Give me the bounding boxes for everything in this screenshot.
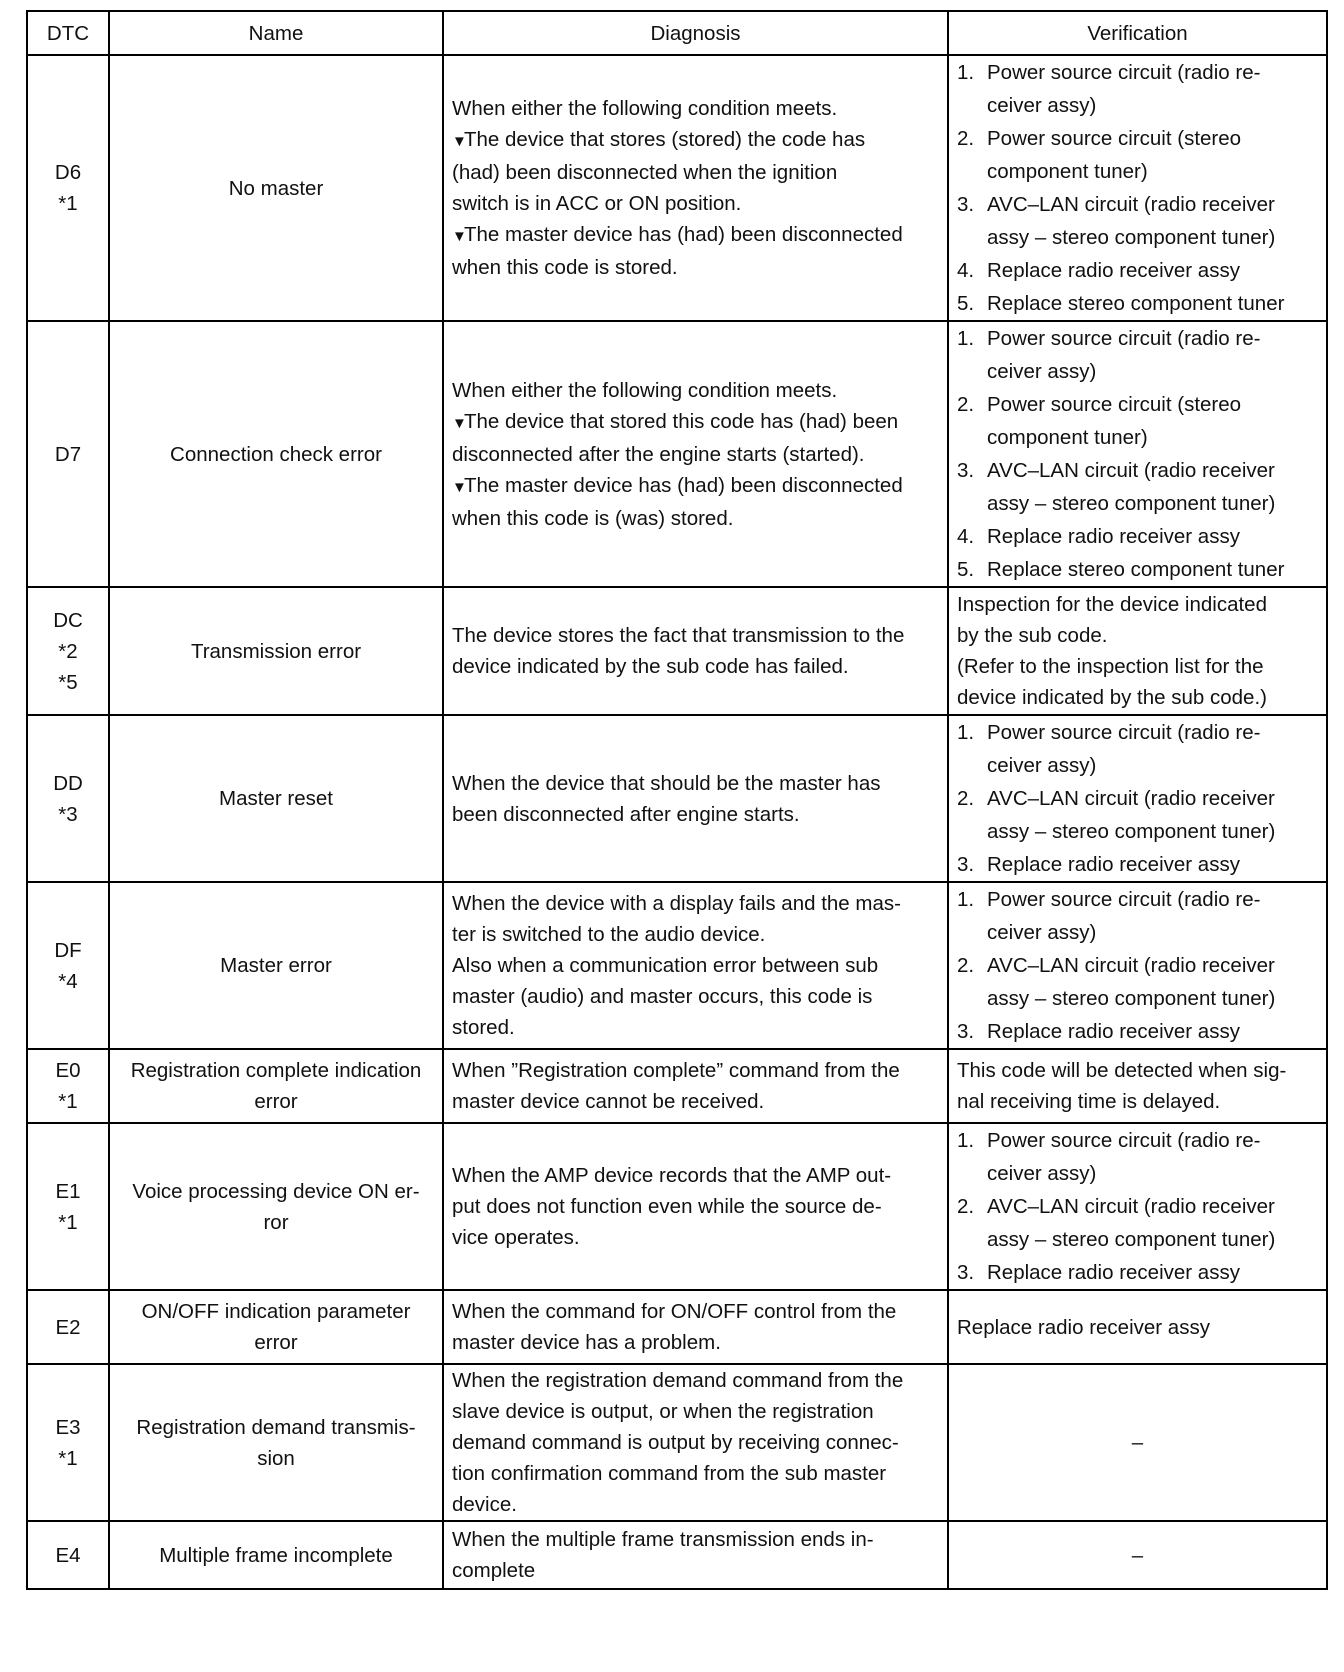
diagnosis-text: When the command for ON/OFF control from the (452, 1300, 897, 1323)
dtc-code: *1 (58, 192, 78, 215)
dtc-code: E1 (55, 1179, 81, 1203)
table-row (27, 321, 1327, 587)
diagnosis-bullet-text: (had) been disconnected when the ignition (452, 161, 838, 184)
diagnosis-text: been disconnected after engine starts. (452, 802, 800, 826)
diagnosis-text: master (audio) and master occurs, this code is (452, 985, 873, 1008)
verification-list (957, 322, 1318, 586)
diagnosis-text: When ”Registration complete” command from the (452, 1059, 900, 1082)
item-text-line: assy – stereo component tuner) (987, 492, 1276, 515)
item-text-line: ceiver assy) (987, 921, 1097, 944)
diagnosis-text: ter is switched to the audio device. (452, 923, 766, 946)
verification-cell (948, 587, 1327, 715)
verification-cell (948, 882, 1327, 1049)
dtc-code: *3 (58, 802, 78, 826)
item-text (987, 782, 1318, 848)
table-row (27, 882, 1327, 1049)
dtc-cell (27, 587, 109, 715)
diagnosis-cell (443, 587, 948, 715)
item-number: 4. (957, 525, 975, 548)
item-text-line: ceiver assy) (987, 1162, 1097, 1185)
item-text-line: assy – stereo component tuner) (987, 1228, 1276, 1251)
header-dtc: DTC (27, 11, 109, 55)
item-text (987, 520, 1318, 553)
item-text-line: component tuner) (987, 160, 1148, 183)
list-item (957, 454, 1318, 520)
name-text: Transmission error (190, 639, 362, 663)
triangle-bullet-icon: ▼ (452, 228, 467, 245)
diagnosis-intro: When either the following condition meets. (452, 97, 838, 120)
diagnosis-bullet-line (452, 188, 939, 219)
dtc-cell (27, 321, 109, 587)
name-text: sion (257, 1446, 295, 1470)
diagnosis-text: master device has a problem. (452, 1331, 721, 1354)
item-number: 2. (957, 954, 975, 977)
table-row (27, 1049, 1327, 1123)
diagnosis-cell (443, 55, 948, 321)
header-diagnosis: Diagnosis (443, 11, 948, 55)
diagnosis-cell (443, 1123, 948, 1290)
item-text-line: Power source circuit (radio re- (987, 721, 1261, 744)
item-text (987, 883, 1318, 949)
diagnosis-cell (443, 1049, 948, 1123)
dtc-code: E3 (55, 1415, 81, 1439)
name-cell (109, 587, 443, 715)
item-text (987, 188, 1318, 254)
diagnosis-cell (443, 1521, 948, 1589)
item-number: 2. (957, 1195, 975, 1218)
item-text (987, 122, 1318, 188)
name-text: Master reset (219, 787, 333, 810)
diagnosis-cell (443, 715, 948, 882)
verification-text: Replace radio receiver assy (957, 1315, 1210, 1339)
item-text-line: Power source circuit (stereo (987, 127, 1242, 150)
item-number: 5. (957, 292, 975, 315)
diagnosis-text: When the registration demand command from the (452, 1369, 904, 1392)
item-text-line: ceiver assy) (987, 754, 1097, 777)
item-number: 1. (957, 327, 975, 350)
dtc-cell (27, 882, 109, 1049)
item-text-line: Replace radio receiver assy (987, 525, 1240, 548)
dtc-cell (27, 1049, 109, 1123)
diagnosis-bullet-text: The device that stores (stored) the code has (464, 128, 866, 151)
item-text-line: ceiver assy) (987, 94, 1097, 117)
item-number: 2. (957, 393, 975, 416)
list-item (957, 122, 1318, 188)
verification-list (957, 716, 1318, 881)
verification-text: device indicated by the sub code.) (957, 686, 1267, 709)
name-text: Connection check error (170, 442, 382, 466)
verification-cell (948, 1290, 1327, 1364)
item-text-line: Replace stereo component tuner (987, 558, 1285, 581)
item-text (987, 553, 1318, 586)
item-text-line: Power source circuit (radio re- (987, 888, 1261, 911)
diagnosis-text: Also when a communication error between sub (452, 954, 879, 977)
dtc-code: D7 (54, 442, 82, 466)
table-row (27, 1364, 1327, 1521)
name-text: Master error (220, 954, 332, 977)
item-number: 3. (957, 1261, 975, 1284)
name-cell (109, 1290, 443, 1364)
list-item (957, 883, 1318, 949)
item-text (987, 1190, 1318, 1256)
name-cell (109, 715, 443, 882)
item-text-line: assy – stereo component tuner) (987, 987, 1276, 1010)
name-text: Registration demand transmis- (136, 1415, 416, 1439)
name-cell (109, 882, 443, 1049)
item-text-line: component tuner) (987, 426, 1148, 449)
item-number: 1. (957, 721, 975, 744)
item-text-line: Replace radio receiver assy (987, 259, 1240, 282)
list-item (957, 188, 1318, 254)
item-text (987, 56, 1318, 122)
table-row (27, 1290, 1327, 1364)
item-number: 3. (957, 1020, 975, 1043)
dtc-cell (27, 1521, 109, 1589)
item-text-line: Replace stereo component tuner (987, 292, 1285, 315)
diagnosis-text: slave device is output, or when the registration (452, 1400, 874, 1423)
item-text (987, 1015, 1318, 1048)
diagnosis-text: stored. (452, 1016, 515, 1039)
verification-text: (Refer to the inspection list for the (957, 655, 1264, 678)
name-text: error (254, 1090, 298, 1113)
item-number: 2. (957, 787, 975, 810)
diagnosis-cell (443, 882, 948, 1049)
dtc-cell (27, 715, 109, 882)
verification-cell (948, 1521, 1327, 1589)
list-item (957, 1124, 1318, 1190)
dtc-code: E0 (55, 1059, 81, 1082)
header-verification: Verification (948, 11, 1327, 55)
verification-text: nal receiving time is delayed. (957, 1090, 1221, 1113)
item-number: 1. (957, 1129, 975, 1152)
dtc-code: *2 (58, 639, 78, 663)
verification-list (957, 883, 1318, 1048)
list-item (957, 782, 1318, 848)
verification-dash: – (1131, 1543, 1144, 1567)
name-cell (109, 55, 443, 321)
diagnosis-bullet-text: The device that stored this code has (had) been (464, 409, 899, 433)
table-row (27, 1521, 1327, 1589)
item-text (987, 454, 1318, 520)
triangle-bullet-icon: ▼ (452, 478, 467, 496)
list-item (957, 520, 1318, 553)
verification-text: by the sub code. (957, 624, 1108, 647)
dtc-code: DD (53, 771, 83, 795)
verification-cell (948, 1123, 1327, 1290)
dtc-code: E2 (55, 1315, 81, 1339)
name-cell (109, 1521, 443, 1589)
item-number: 1. (957, 61, 975, 84)
name-text: error (254, 1331, 298, 1354)
list-item (957, 848, 1318, 881)
item-number: 3. (957, 459, 975, 482)
item-text-line: Power source circuit (stereo (987, 393, 1242, 416)
verification-dash: – (1131, 1431, 1144, 1454)
verification-cell (948, 321, 1327, 587)
item-text (987, 1124, 1318, 1190)
item-text-line: assy – stereo component tuner) (987, 820, 1276, 843)
item-number: 5. (957, 558, 975, 581)
name-text: No master (228, 176, 324, 200)
diagnosis-text: device. (452, 1493, 517, 1516)
dtc-cell (27, 1123, 109, 1290)
verification-cell (948, 1364, 1327, 1521)
diagnosis-text: device indicated by the sub code has failed. (452, 655, 849, 678)
item-text (987, 1256, 1318, 1289)
item-text-line: AVC–LAN circuit (radio receiver (987, 954, 1275, 977)
diagnosis-text: put does not function even while the source de- (452, 1195, 882, 1218)
list-item (957, 388, 1318, 454)
verification-cell (948, 55, 1327, 321)
list-item (957, 322, 1318, 388)
diagnosis-bullet-line (452, 219, 939, 252)
item-text-line: AVC–LAN circuit (radio receiver (987, 1195, 1275, 1218)
diagnosis-text: When the AMP device records that the AMP out- (452, 1164, 892, 1187)
diagnosis-intro: When either the following condition meets. (452, 378, 838, 402)
name-text: Voice processing device ON er- (132, 1179, 420, 1203)
diagnosis-bullet-text: The master device has (had) been disconnected (464, 473, 903, 497)
diagnosis-text: vice operates. (452, 1226, 580, 1249)
item-text (987, 848, 1318, 881)
diagnosis-bullet-line (452, 157, 939, 188)
verification-cell (948, 715, 1327, 882)
dtc-code: *1 (58, 1090, 78, 1113)
name-text: ror (263, 1210, 289, 1234)
list-item (957, 254, 1318, 287)
list-item (957, 287, 1318, 320)
diagnosis-cell (443, 1290, 948, 1364)
table-row (27, 715, 1327, 882)
dtc-cell (27, 55, 109, 321)
item-number: 2. (957, 127, 975, 150)
item-text-line: Power source circuit (radio re- (987, 327, 1261, 350)
dtc-cell (27, 1364, 109, 1521)
item-text (987, 322, 1318, 388)
name-cell (109, 1123, 443, 1290)
item-text-line: AVC–LAN circuit (radio receiver (987, 193, 1275, 216)
diagnosis-text: master device cannot be received. (452, 1090, 765, 1113)
diagnosis-text: When the multiple frame transmission ends in- (452, 1528, 874, 1551)
item-text-line: AVC–LAN circuit (radio receiver (987, 787, 1275, 810)
dtc-table (26, 10, 1328, 1590)
diagnosis-bullet-text: The master device has (had) been disconnected (464, 223, 903, 246)
list-item (957, 1190, 1318, 1256)
diagnosis-bullet-line (452, 503, 939, 534)
diagnosis-text: When the device that should be the master has (452, 771, 881, 795)
item-text (987, 254, 1318, 287)
item-number: 4. (957, 259, 975, 282)
dtc-cell (27, 1290, 109, 1364)
verification-list (957, 56, 1318, 320)
item-text (987, 287, 1318, 320)
item-text-line: Replace radio receiver assy (987, 1261, 1240, 1284)
list-item (957, 553, 1318, 586)
verification-text: Inspection for the device indicated (957, 593, 1267, 616)
item-text-line: assy – stereo component tuner) (987, 226, 1276, 249)
diagnosis-bullet-line (452, 439, 939, 470)
name-cell (109, 321, 443, 587)
triangle-bullet-icon: ▼ (452, 133, 467, 150)
verification-cell (948, 1049, 1327, 1123)
list-item (957, 1256, 1318, 1289)
diagnosis-text: The device stores the fact that transmission to the (452, 624, 905, 647)
dtc-code: DF (54, 938, 82, 962)
diagnosis-cell (443, 321, 948, 587)
dtc-code: *4 (58, 969, 78, 993)
dtc-code: *1 (58, 1210, 78, 1234)
item-text-line: Replace radio receiver assy (987, 853, 1240, 876)
item-text-line: ceiver assy) (987, 360, 1097, 383)
verification-list (957, 1124, 1318, 1289)
name-text: Registration complete indication (130, 1059, 422, 1082)
table-row (27, 1123, 1327, 1290)
diagnosis-cell (443, 1364, 948, 1521)
list-item (957, 949, 1318, 1015)
name-cell (109, 1364, 443, 1521)
diagnosis-bullet-text: when this code is stored. (452, 256, 678, 279)
dtc-code: DC (53, 608, 83, 632)
list-item (957, 716, 1318, 782)
diagnosis-bullet-line (452, 124, 939, 157)
diagnosis-text: tion confirmation command from the sub master (452, 1462, 887, 1485)
item-number: 3. (957, 193, 975, 216)
name-text: Multiple frame incomplete (159, 1543, 393, 1567)
table-body (27, 55, 1327, 1589)
item-text-line: Power source circuit (radio re- (987, 61, 1261, 84)
diagnosis-text: demand command is output by receiving connec- (452, 1431, 899, 1454)
name-cell (109, 1049, 443, 1123)
diagnosis-text: When the device with a display fails and the mas- (452, 892, 901, 915)
diagnosis-bullet-line (452, 252, 939, 283)
list-item (957, 1015, 1318, 1048)
dtc-code: *1 (58, 1446, 78, 1470)
item-text-line: Replace radio receiver assy (987, 1020, 1240, 1043)
diagnosis-text: complete (452, 1559, 536, 1582)
list-item (957, 56, 1318, 122)
diagnosis-bullet-text: disconnected after the engine starts (started). (452, 442, 865, 466)
item-text-line: AVC–LAN circuit (radio receiver (987, 459, 1275, 482)
name-text: ON/OFF indication parameter (141, 1300, 411, 1323)
dtc-code: *5 (58, 670, 78, 694)
verification-text: This code will be detected when sig- (957, 1059, 1287, 1082)
item-number: 1. (957, 888, 975, 911)
item-number: 3. (957, 853, 975, 876)
diagnosis-bullet-text: when this code is (was) stored. (452, 506, 734, 530)
triangle-bullet-icon: ▼ (452, 414, 467, 432)
header-name: Name (109, 11, 443, 55)
table-row (27, 587, 1327, 715)
dtc-code: D6 (54, 161, 82, 184)
table-row (27, 55, 1327, 321)
diagnosis-bullet-line (452, 406, 939, 439)
dtc-code: E4 (55, 1543, 81, 1567)
header-row (27, 11, 1327, 55)
diagnosis-bullet-text: switch is in ACC or ON position. (452, 192, 742, 215)
item-text (987, 716, 1318, 782)
diagnosis-bullet-line (452, 470, 939, 503)
item-text-line: Power source circuit (radio re- (987, 1129, 1261, 1152)
item-text (987, 388, 1318, 454)
item-text (987, 949, 1318, 1015)
